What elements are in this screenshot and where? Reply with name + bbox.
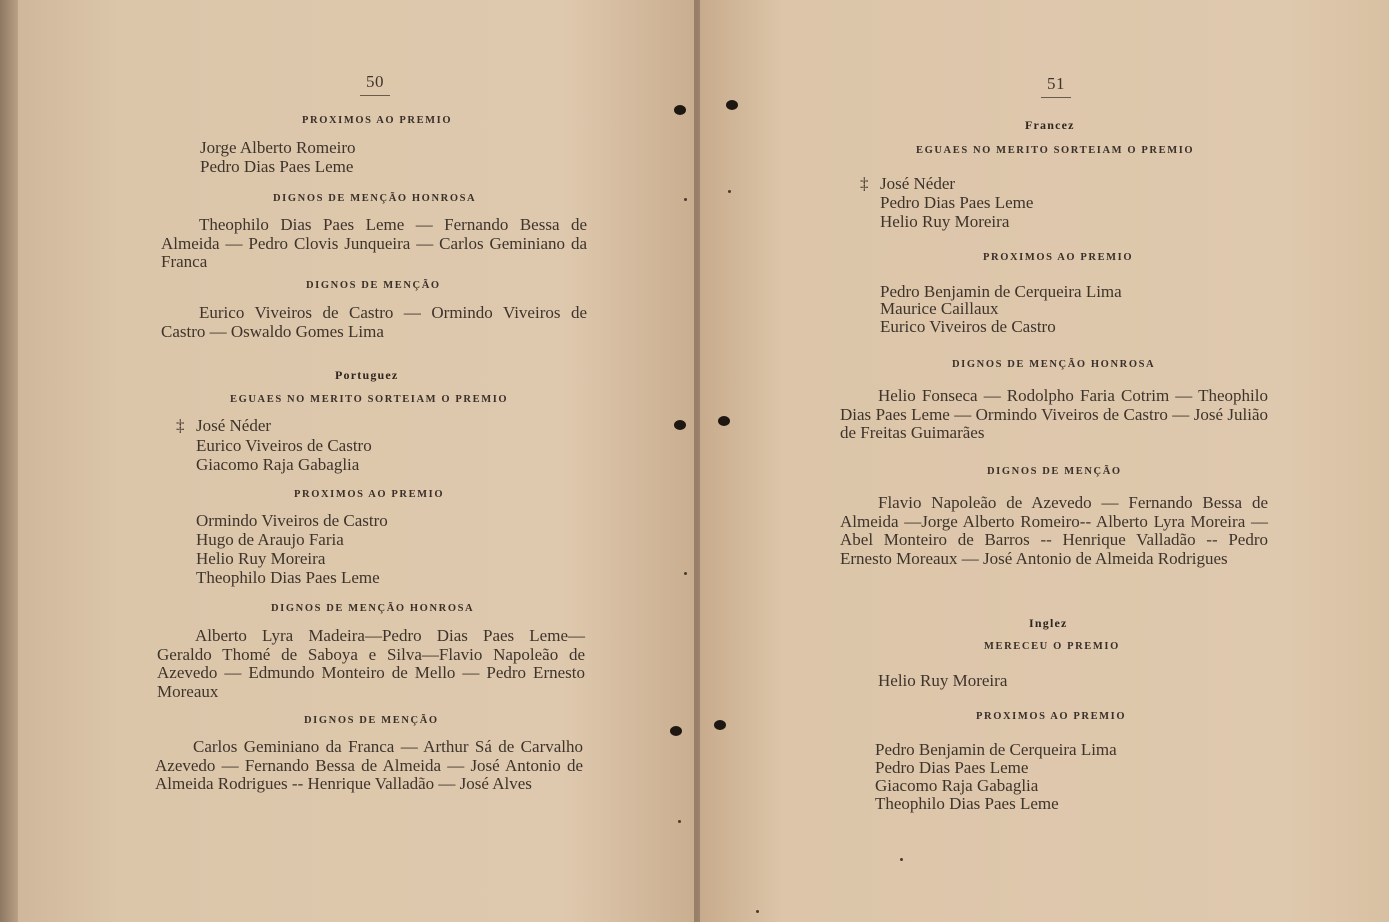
name-line: Pedro Benjamin de Cerqueira Lima: [880, 282, 1122, 301]
paper-speck: [678, 820, 681, 823]
binding-hole: [726, 100, 738, 110]
paper-speck: [684, 198, 687, 201]
paragraph-mention: Flavio Napoleão de Azevedo — Fernando Bessa de Almeida —Jorge Alberto Romeiro-- Alberto Lyra Moreira —Abel Monteiro de Barros -- Henrique Valladão -- Pedro Ernesto Moreaux — José Antonio de Almeida Rodrigues: [840, 493, 1268, 568]
binding-hole: [714, 720, 726, 730]
paper-speck: [756, 910, 759, 913]
paper-speck: [684, 572, 687, 575]
heading-dignos-mencao-honrosa: DIGNOS DE MENÇÃO HONROSA: [271, 603, 475, 614]
left-page: [18, 0, 698, 922]
name-line: Helio Ruy Moreira: [196, 549, 326, 568]
book-left-edge: [0, 0, 18, 922]
name-line: Ormindo Viveiros de Castro: [196, 511, 388, 530]
heading-dignos-mencao-honrosa: DIGNOS DE MENÇÃO HONROSA: [273, 193, 477, 204]
paragraph-honorable-mention: Alberto Lyra Madeira—Pedro Dias Paes Leme—Geraldo Thomé de Saboya e Silva—Flavio Napoleão de Azevedo — Edmundo Monteiro de Mello — Pedro Ernesto Moreaux: [157, 626, 585, 701]
language-heading-francez: Francez: [1025, 118, 1075, 132]
page-number-50: 50: [360, 72, 390, 96]
name-line: Eurico Viveiros de Castro: [196, 436, 372, 455]
dagger-mark: ‡: [176, 416, 185, 435]
heading-proximos-ao-premio: PROXIMOS AO PREMIO: [976, 711, 1127, 722]
paper-speck: [728, 190, 731, 193]
dagger-mark: ‡: [860, 174, 869, 193]
name-line: Giacomo Raja Gabaglia: [875, 776, 1039, 795]
name-line: Theophilo Dias Paes Leme: [875, 794, 1059, 813]
name-line: José Néder: [880, 174, 956, 193]
paragraph-mention: Eurico Viveiros de Castro — Ormindo Viveiros de Castro — Oswaldo Gomes Lima: [161, 303, 587, 341]
heading-dignos-mencao: DIGNOS DE MENÇÃO: [306, 280, 441, 291]
name-line: Pedro Dias Paes Leme: [880, 193, 1034, 212]
heading-mereceu-o-premio: MERECEU O PREMIO: [984, 641, 1120, 652]
binding-hole: [674, 105, 686, 115]
name-line: Hugo de Araujo Faria: [196, 530, 344, 549]
heading-proximos-ao-premio: PROXIMOS AO PREMIO: [983, 252, 1134, 263]
name-line: Helio Ruy Moreira: [880, 212, 1010, 231]
binding-hole: [670, 726, 682, 736]
name-line: Pedro Benjamin de Cerqueira Lima: [875, 740, 1117, 759]
heading-dignos-mencao: DIGNOS DE MENÇÃO: [987, 466, 1122, 477]
paragraph-mention: Carlos Geminiano da Franca — Arthur Sá de Carvalho Azevedo — Fernando Bessa de Almeida — José Antonio de Almeida Rodrigues -- Henrique Valladão — José Alves: [155, 737, 583, 793]
name-line: Jorge Alberto Romeiro: [200, 138, 356, 157]
binding-hole: [674, 420, 686, 430]
language-heading-inglez: Inglez: [1029, 616, 1068, 630]
heading-proximos-ao-premio: PROXIMOS AO PREMIO: [302, 115, 453, 126]
name-line: Maurice Caillaux: [880, 299, 999, 318]
name-line: Giacomo Raja Gabaglia: [196, 455, 360, 474]
paper-speck: [900, 858, 903, 861]
name-line: Pedro Dias Paes Leme: [200, 157, 354, 176]
paragraph-honorable-mention: Theophilo Dias Paes Leme — Fernando Bessa de Almeida — Pedro Clovis Junqueira — Carlos Geminiano da Franca: [161, 215, 587, 271]
name-line: Helio Ruy Moreira: [878, 671, 1008, 690]
name-line: Pedro Dias Paes Leme: [875, 758, 1029, 777]
heading-dignos-mencao-honrosa: DIGNOS DE MENÇÃO HONROSA: [952, 359, 1156, 370]
right-page: [700, 0, 1389, 922]
binding-hole: [718, 416, 730, 426]
language-heading-portuguez: Portuguez: [335, 368, 399, 382]
heading-eguaes-no-merito: EGUAES NO MERITO SORTEIAM O PREMIO: [916, 145, 1195, 156]
paragraph-honorable-mention: Helio Fonseca — Rodolpho Faria Cotrim — Theophilo Dias Paes Leme — Ormindo Viveiros de Castro — José Julião de Freitas Guimarães: [840, 386, 1268, 442]
name-line: Theophilo Dias Paes Leme: [196, 568, 380, 587]
name-line: José Néder: [196, 416, 272, 435]
heading-eguaes-no-merito: EGUAES NO MERITO SORTEIAM O PREMIO: [230, 394, 509, 405]
heading-proximos-ao-premio: PROXIMOS AO PREMIO: [294, 489, 445, 500]
name-line: Eurico Viveiros de Castro: [880, 317, 1056, 336]
heading-dignos-mencao: DIGNOS DE MENÇÃO: [304, 715, 439, 726]
page-number-51: 51: [1041, 74, 1071, 98]
